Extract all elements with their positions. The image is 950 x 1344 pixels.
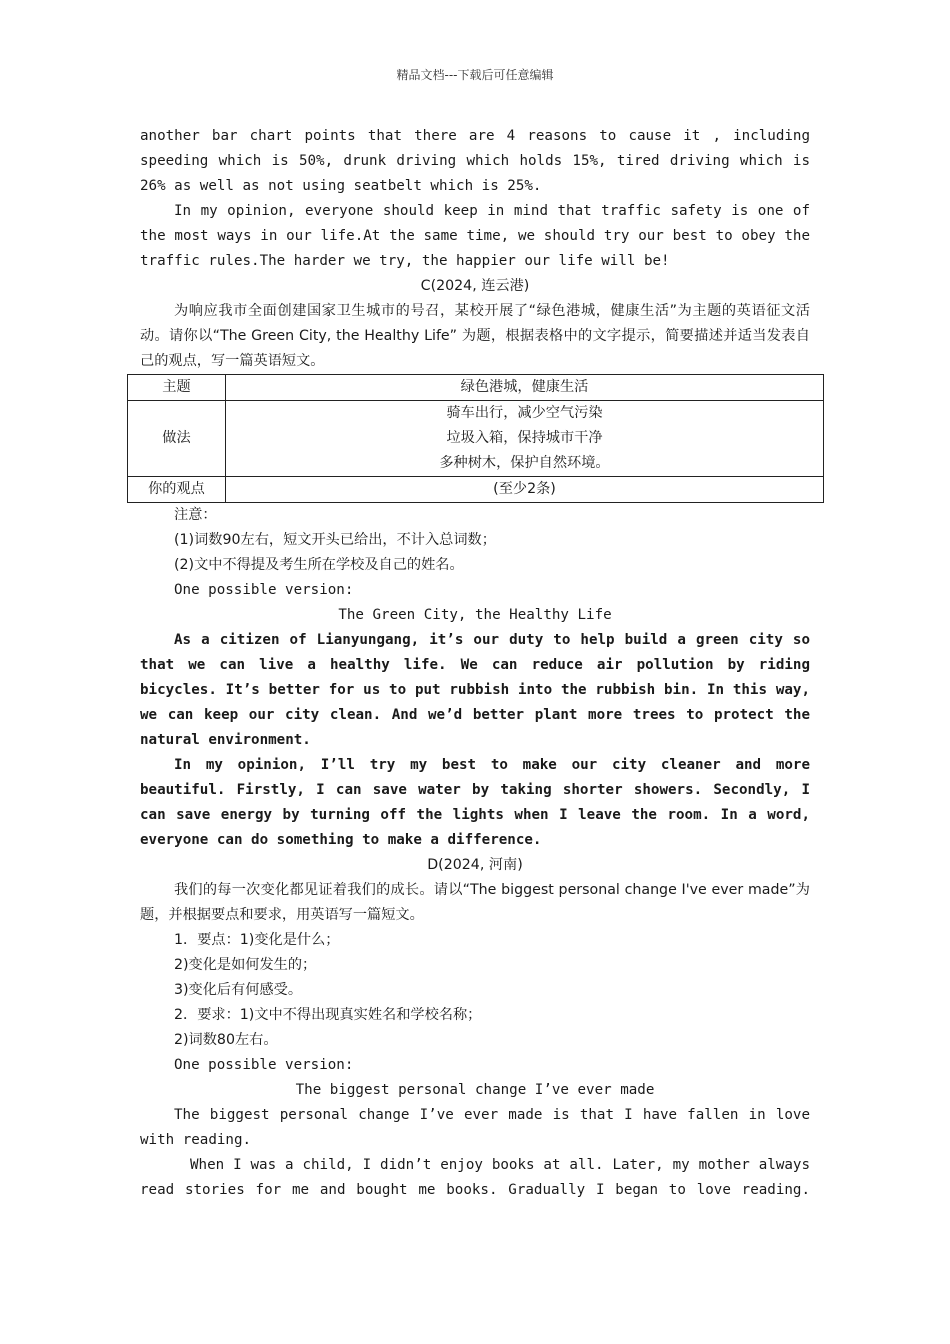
table-value-opinion: (至少2条) (226, 477, 824, 503)
section-d-prompt: 我们的每一次变化都见证着我们的成长。请以“The biggest personal change I've ever made”为题，并根据要点和要求，用英语写一篇短文。 (140, 882, 810, 923)
document-body (140, 124, 810, 1203)
table-label-opinion: 你的观点 (128, 477, 226, 503)
table-row (128, 401, 824, 477)
section-c-heading: C(2024, 连云港) (420, 278, 530, 294)
requirement-2: 2)词数80左右。 (174, 1032, 278, 1048)
section-d-heading: D(2024, 河南) (427, 857, 523, 873)
note-1: (1)词数90左右，短文开头已给出，不计入总词数； (174, 532, 496, 548)
section-c-prompt: 为响应我市全面创建国家卫生城市的号召，某校开展了“绿色港城，健康生活”为主题的英语征文活动。请你以“The Green City, the Healthy Life” 为题，根据表格中的文字提示，简要描述并适当发表自己的观点，写一篇英语短文。 (140, 303, 810, 369)
notes-title: 注意： (174, 507, 217, 523)
section-b-paragraph-2: In my opinion, everyone should keep in mind that traffic safety is one of the most ways in our life.At the same time, we should try our best to obey the traffic rules.The harder we try, the happier our life will be! (140, 203, 810, 269)
table-label-methods: 做法 (128, 401, 226, 477)
essay-c-title: The Green City, the Healthy Life (338, 607, 612, 623)
essay-c-paragraph-1: As a citizen of Lianyungang, it’s our duty to help build a green city so that we can live a healthy life. We can reduce air pollution by riding bicycles. It’s better for us to put rubbish into the rubbish bin. In this way, we can keep our city clean. And we’d better plant more trees to protect the natural environment. (140, 632, 810, 748)
page-header: 精品文档---下载后可任意编辑 (396, 68, 554, 82)
essay-d-title: The biggest personal change I’ve ever made (295, 1082, 655, 1098)
method-line: 骑车出行，减少空气污染 (446, 405, 603, 421)
essay-d-paragraph-2: When I was a child, I didn’t enjoy books at all. Later, my mother always read stories for me and bought me books. Gradually I began to love reading. (140, 1157, 810, 1198)
requirements-table (127, 374, 824, 503)
point-2: 2)变化是如何发生的； (174, 957, 317, 973)
table-row (128, 375, 824, 401)
section-b-paragraph-1: another bar chart points that there are 4 reasons to cause it , including speeding which is 50%, drunk driving which holds 15%, tired driving which is 26% as well as not using seatbelt which is 25%. (140, 128, 810, 194)
version-label-c: One possible version: (174, 582, 354, 598)
requirement-1: 2．要求：1)文中不得出现真实姓名和学校名称； (174, 1007, 482, 1023)
method-line: 垃圾入箱，保持城市干净 (446, 430, 603, 446)
method-line: 多种树木，保护自然环境。 (439, 455, 610, 471)
table-row (128, 477, 824, 503)
note-2: (2)文中不得提及考生所在学校及自己的姓名。 (174, 557, 464, 573)
table-label-topic: 主题 (128, 375, 226, 401)
table-value-topic: 绿色港城，健康生活 (226, 375, 824, 401)
table-value-methods (226, 401, 824, 477)
version-label-d: One possible version: (174, 1057, 354, 1073)
essay-c-paragraph-2: In my opinion, I’ll try my best to make our city cleaner and more beautiful. Firstly, I can save water by taking shorter showers. Secondly, I can save energy by turning off the lights when I leave the room. In a word, everyone can do something to make a difference. (140, 757, 810, 848)
point-1: 1．要点：1)变化是什么； (174, 932, 340, 948)
point-3: 3)变化后有何感受。 (174, 982, 303, 998)
essay-d-paragraph-1: The biggest personal change I’ve ever made is that I have fallen in love with reading. (140, 1107, 810, 1148)
